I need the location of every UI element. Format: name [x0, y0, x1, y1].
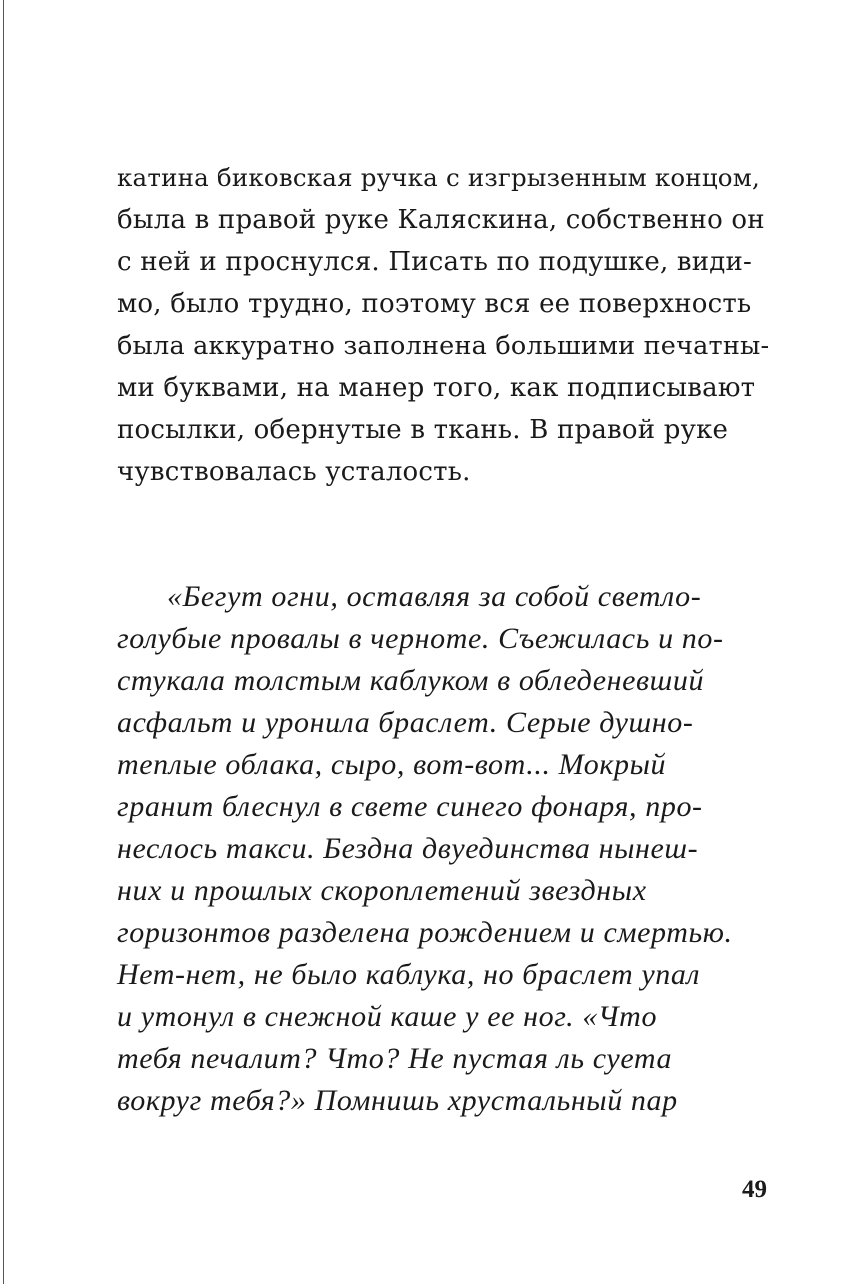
text-line: мо, было трудно, поэтому вся ее поверхность [117, 289, 752, 319]
text-line: была аккуратно заполнена большими печатны- [117, 331, 770, 361]
text-line: катина биковская ручка с изгрызенным концом, [117, 163, 760, 192]
text-line: неслось такси. Бездна двуединства нынеш- [117, 832, 699, 865]
text-line: Нет-нет, не было каблука, но браслет упал [117, 958, 701, 991]
text-line: асфальт и уронила браслет. Серые душно- [117, 706, 694, 739]
text-line: и утонул в снежной каше у ее ног. «Что [117, 1000, 658, 1033]
text-line: голубые провалы в черноте. Съежилась и по- [117, 622, 724, 655]
text-line: чувствовалась усталость. [117, 457, 471, 487]
text-line: них и прошлых скороплетений звездных [117, 874, 647, 907]
text-line: гранит блеснул в свете синего фонаря, про- [117, 790, 703, 823]
text-line: теплые облака, сыро, вот-вот... Мокрый [117, 748, 667, 781]
text-line: с ней и проснулся. Писать по подушке, види- [117, 247, 752, 277]
page-edge-line [3, 0, 4, 1284]
text-line: посылки, обернутые в ткань. В правой руке [117, 415, 729, 445]
text-line: была в правой руке Каляскина, собственно он [117, 205, 765, 235]
text-line: стукала толстым каблуком в обледеневший [117, 664, 705, 697]
paragraph-2-italic [117, 576, 772, 1122]
page-number: 49 [742, 1176, 767, 1203]
paragraph-1 [117, 157, 772, 493]
text-line: горизонтов разделена рождением и смертью. [117, 916, 733, 949]
text-line: «Бегут огни, оставляя за собой светло- [167, 580, 702, 613]
text-line: вокруг тебя?» Помнишь хрустальный пар [117, 1084, 678, 1117]
text-line: ми буквами, на манер того, как подписывают [117, 373, 756, 403]
text-line: тебя печалит? Что? Не пустая ль суета [117, 1042, 673, 1075]
